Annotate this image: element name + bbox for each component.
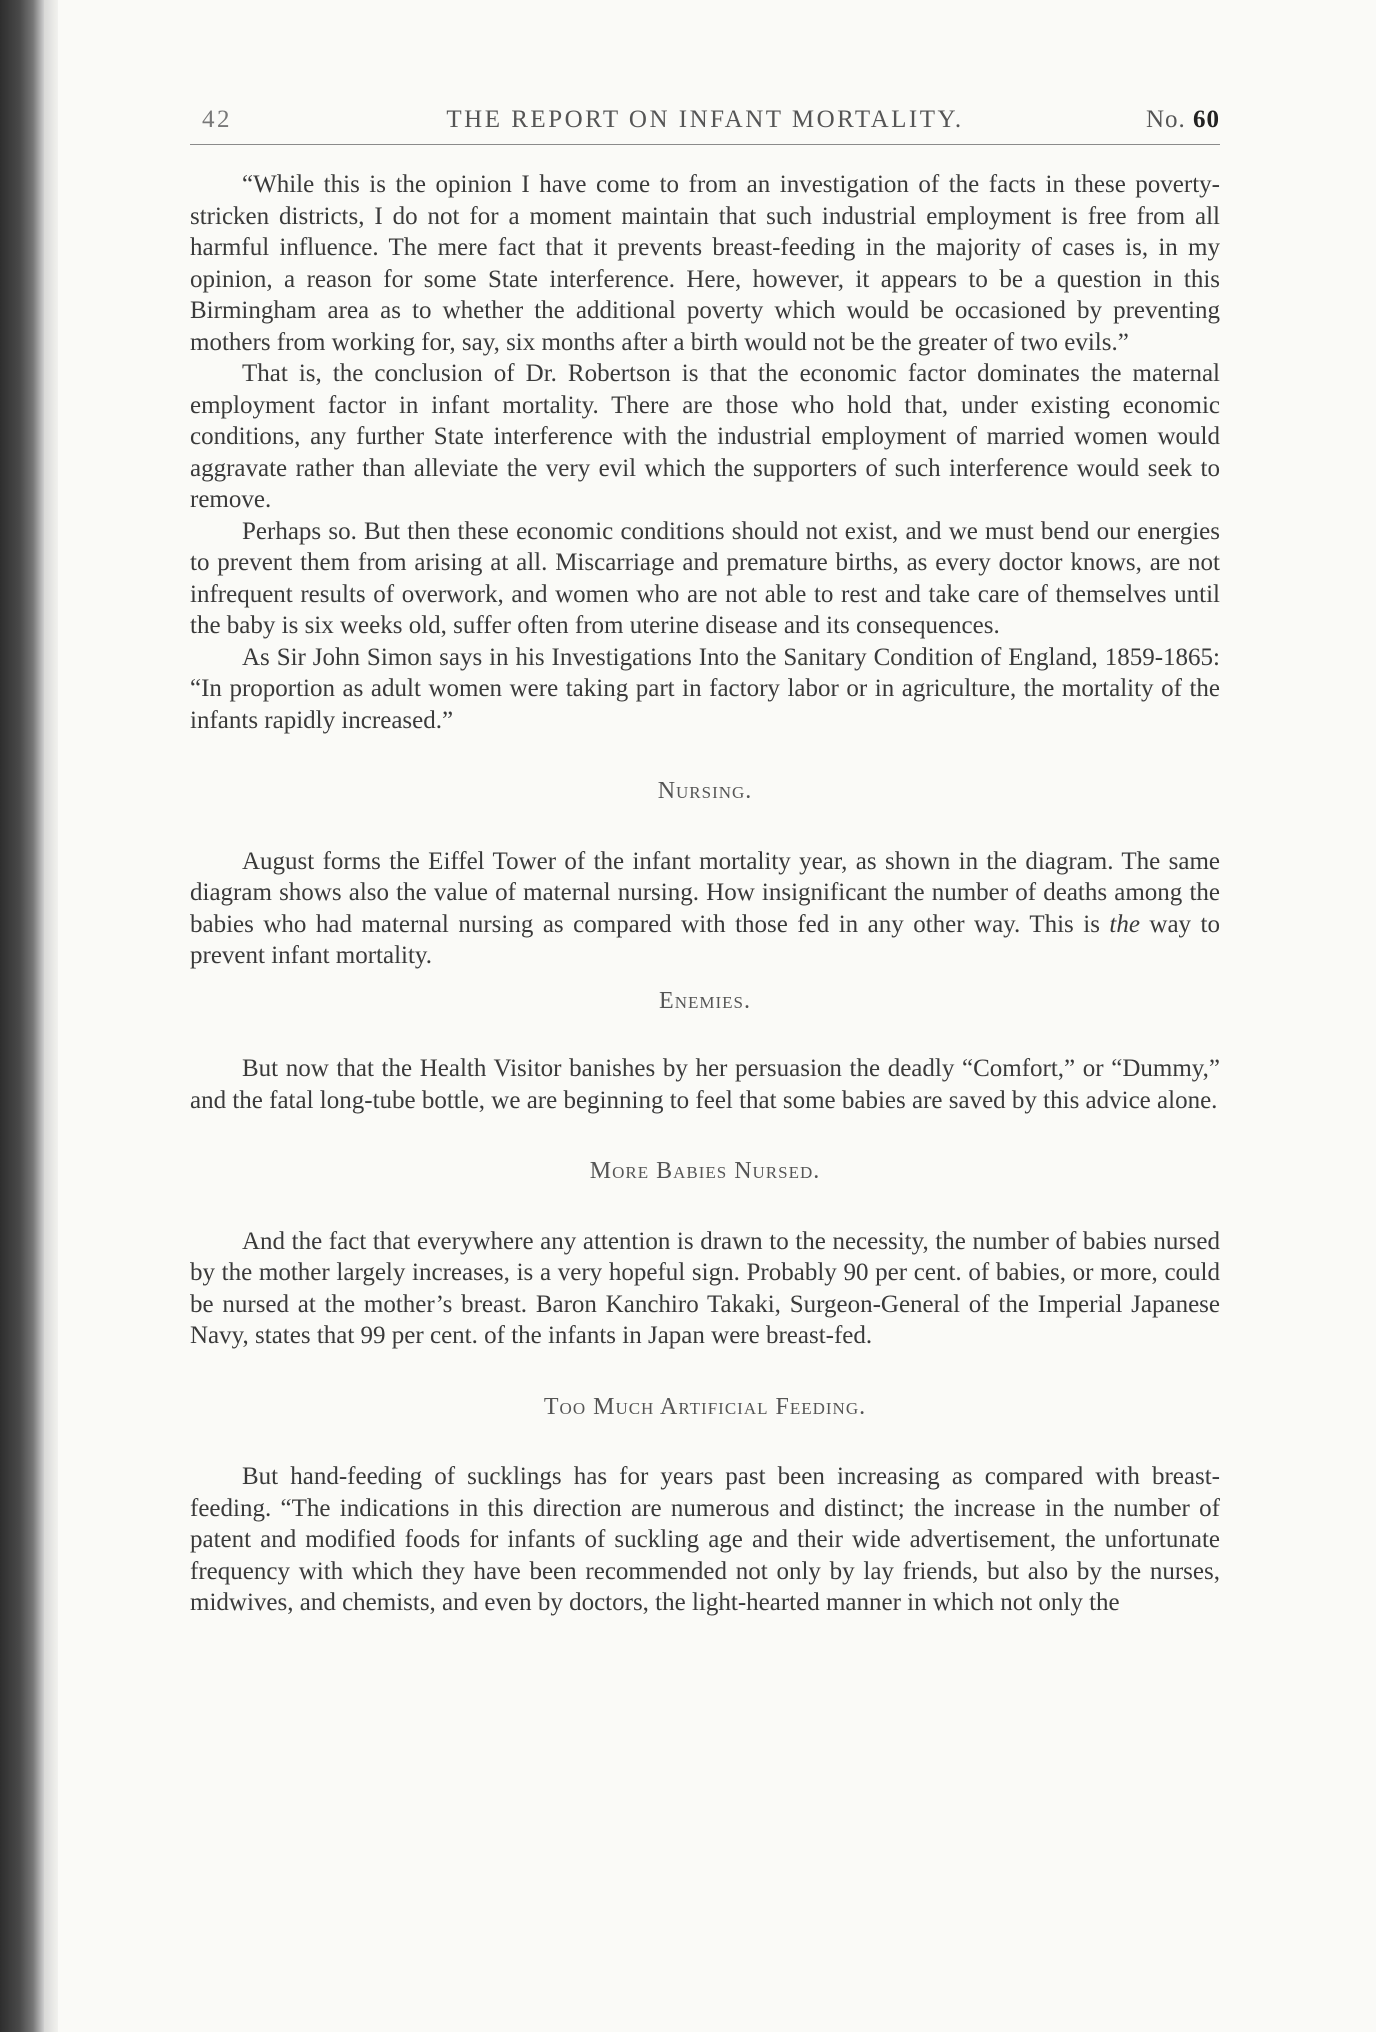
book-spine-edge (0, 0, 44, 2032)
paragraph (190, 846, 1220, 972)
issue-number-value: 60 (1193, 106, 1220, 133)
section-heading-artificial-feeding: Too Much Artificial Feeding. (543, 1393, 867, 1420)
article-body (190, 169, 1220, 1619)
paragraph: Perhaps so. But then these economic conditions should not exist, and we must bend our energies to prevent them from arising at all. Miscarriage and premature births, as every doctor knows, are not infrequent results of overwork, and women who are not able to rest and take care of themselves until the baby is six weeks old, suffer often from uterine disease and its consequences. (190, 517, 1220, 639)
issue-prefix: No. (1145, 106, 1186, 133)
section-heading-nursing: Nursing. (657, 778, 753, 804)
paragraph-text: August forms the Eiffel Tower of the infant mortality year, as shown in the diagram. The same diagram shows also the value of maternal nursing. How insignificant the number of deaths among the babies who had maternal nursing as compared with those fed in any other way. This is (190, 847, 1220, 938)
section-heading-more-babies-nursed: More Babies Nursed. (589, 1158, 821, 1184)
page-gutter (44, 0, 58, 2032)
running-title: THE REPORT ON INFANT MORTALITY. (446, 106, 964, 133)
document-page (190, 100, 1220, 1619)
paragraph: But hand-feeding of sucklings has for years past been increasing as compared with breast-feeding. “The indications in this direction are numerous and distinct; the increase in the number of patent and modified foods for infants of suckling age and their wide advertisement, the unfortunate frequency with which they have been recommended not only by lay friends, but also by the nurses, midwives, and chemists, and even by doctors, the light-hearted manner in which not only the (190, 1463, 1220, 1616)
paragraph-text: way to prevent infant mortality. (190, 910, 1220, 969)
paragraph: As Sir John Simon says in his Investigations Into the Sanitary Condition of England, 1859-1865: “In proportion as adult women were taking part in factory labor or in agriculture, the mortality of the infants rapidly increased.” (190, 643, 1220, 734)
page-number: 42 (202, 106, 232, 133)
section-heading-enemies: Enemies. (659, 987, 751, 1014)
paragraph: But now that the Health Visitor banishes by her persuasion the deadly “Comfort,” or “Dummy,” and the fatal long-tube bottle, we are beginning to feel that some babies are saved by this advice alone. (190, 1055, 1220, 1114)
issue-number (1146, 106, 1220, 134)
paragraph: “While this is the opinion I have come to from an investigation of the facts in these poverty-stricken districts, I do not for a moment maintain that such industrial employment is free from all harmful influence. The mere fact that it prevents breast-feeding in the majority of cases is, in my opinion, a reason for some State interference. Here, however, it appears to be a question in this Birmingham area as to whether the additional poverty which would be occasioned by preventing mothers from working for, say, six months after a birth would not be the greater of two evils.” (190, 171, 1220, 356)
paragraph: That is, the conclusion of Dr. Robertson is that the economic factor dominates the maternal employment factor in infant mortality. There are those who hold that, under existing economic conditions, any further State interference with the industrial employment of married women would aggravate rather than alleviate the very evil which the supporters of such interference would seek to remove. (190, 360, 1220, 513)
running-header (190, 100, 1220, 145)
paragraph: And the fact that everywhere any attention is drawn to the necessity, the number of babies nursed by the mother largely increases, is a very hopeful sign. Probably 90 per cent. of babies, or more, could be nursed at the mother’s breast. Baron Kanchiro Takaki, Surgeon-General of the Imperial Japanese Navy, states that 99 per cent. of the infants in Japan were breast-fed. (190, 1227, 1220, 1349)
emphasis-text: the (1109, 910, 1140, 938)
